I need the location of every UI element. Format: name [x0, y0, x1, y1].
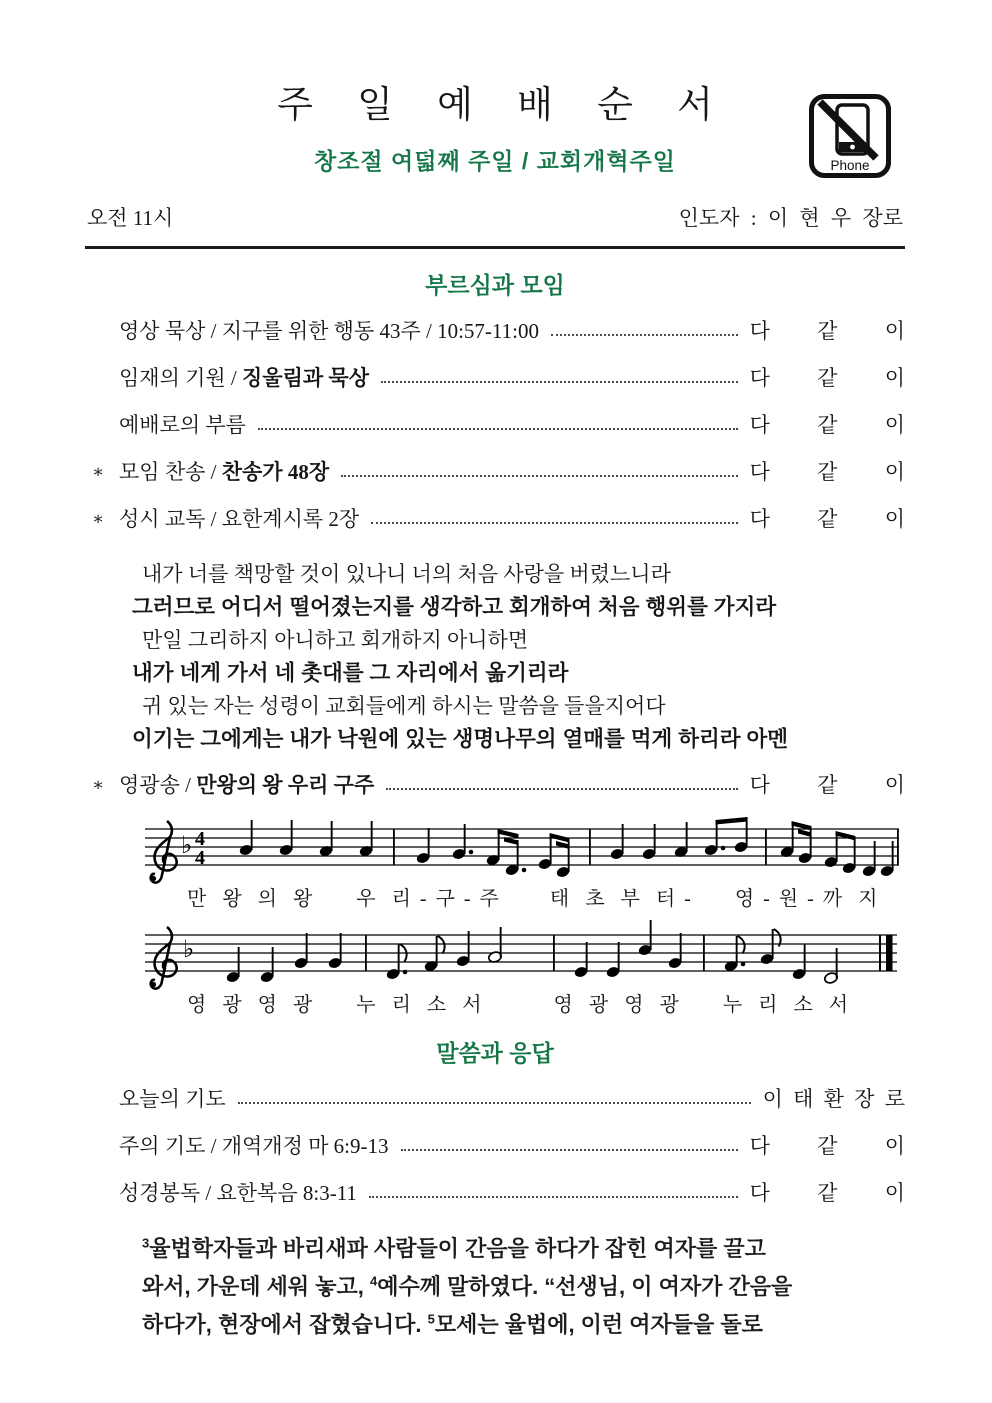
reading-line-bold: 그러므로 어디서 떨어졌는지를 생각하고 회개하여 처음 행위를 가지라 [132, 595, 777, 619]
time-signature-top: 4 [195, 828, 205, 850]
music-staff-2 [141, 917, 903, 993]
service-time: 오전 11시 [87, 206, 174, 230]
order-item-label: 오늘의 기도 [119, 1086, 226, 1111]
music-staff-1 [141, 811, 903, 887]
reading-line-bold: 이기는 그에게는 내가 낙원에 있는 생명나무의 열매를 먹게 하리라 아멘 [132, 727, 789, 751]
verse-number: 3 [142, 1235, 150, 1251]
order-item-lords-prayer [85, 1121, 905, 1168]
order-item-performer: 다 같 이 [749, 318, 905, 343]
order-item-label: 임재의 기원 / [119, 365, 243, 390]
scripture-passage [85, 1230, 905, 1344]
no-phone-icon [808, 93, 892, 184]
order-item-label-bold: 찬송가 48장 [221, 459, 330, 484]
order-item-label: 예배로의 부름 [119, 412, 246, 437]
dot-leader [369, 1196, 738, 1198]
dot-leader [381, 381, 738, 383]
order-item-label: 성경봉독 / 요한복음 8:3-11 [119, 1180, 357, 1205]
order-item-performer: 다 같 이 [749, 365, 905, 390]
order-item-label: 영광송 / [119, 772, 197, 797]
scripture-line: $^3$율법학자들과 바리새파 사람들이 간음을 하다가 잡힌 여자를 끌고 [142, 1235, 766, 1261]
order-item-label-bold: 만왕의 왕 우리 구주 [196, 772, 375, 797]
section-title-word: 말씀과 응답 [436, 1040, 554, 1066]
order-item-performer: 다 같 이 [749, 1180, 905, 1205]
flat-sign: ♭ [181, 833, 193, 859]
order-item-performer: 다 같 이 [749, 1133, 905, 1158]
order-item-label-bold: 징울림과 묵상 [242, 365, 369, 390]
star-mark: ∗ [92, 460, 105, 481]
time-signature-bottom: 4 [195, 847, 205, 869]
order-item-scripture-reading [85, 1168, 905, 1215]
dot-leader [238, 1102, 751, 1104]
reading-line-bold: 내가 네게 가서 네 촛대를 그 자리에서 옮기리라 [132, 661, 569, 685]
order-item-video-meditation [85, 306, 905, 353]
flat-sign: ♭ [183, 937, 195, 963]
order-item-invocation [85, 353, 905, 400]
order-item-label: 성시 교독 / 요한계시록 2장 [119, 506, 360, 531]
music-lyrics-line-1: 만 왕 의 왕 우 리 - 구 - 주 태 초 부 터 - 영 - 원 - 까 지 [187, 888, 880, 910]
order-item-performer: 다 같 이 [749, 459, 905, 484]
page-subtitle: 창조절 여덟째 주일 / 교회개혁주일 [313, 148, 676, 174]
service-leader: 인도자 : 이 현 우 장로 [678, 206, 903, 230]
reading-line: 귀 있는 자는 성령이 교회들에게 하시는 말씀을 들을지어다 [142, 694, 666, 718]
header-divider [85, 246, 905, 249]
dot-leader [386, 788, 737, 790]
order-item-performer: 다 같 이 [749, 772, 905, 797]
order-item-label: 주의 기도 / 개역개정 마 6:9-13 [119, 1133, 389, 1158]
order-item-gloria [85, 760, 905, 807]
order-item-label: 모임 찬송 / [119, 459, 222, 484]
dot-leader [371, 522, 737, 524]
verse-number: 4 [369, 1273, 378, 1289]
order-item-call-to-worship [85, 400, 905, 447]
responsive-reading-block [85, 558, 905, 756]
verse-number: 5 [427, 1311, 435, 1327]
dot-leader [401, 1149, 738, 1151]
order-item-performer: 다 같 이 [749, 506, 905, 531]
order-item-responsive-reading [85, 494, 905, 541]
dot-leader [341, 475, 738, 477]
order-item-performer: 이 태 환 장 로 [762, 1086, 905, 1111]
star-mark: ∗ [92, 773, 105, 794]
dot-leader [258, 428, 738, 430]
star-mark: ∗ [92, 507, 105, 528]
order-item-performer: 다 같 이 [749, 412, 905, 437]
scripture-line: 와서, 가운데 세워 놓고, $^4$예수께 말하였다. “선생님, 이 여자가 간음을 [142, 1273, 793, 1299]
order-item-todays-prayer [85, 1074, 905, 1121]
dot-leader [551, 334, 738, 336]
phone-icon-label: Phone [830, 158, 870, 173]
sheet-music-block [85, 811, 905, 1017]
reading-line: 만일 그리하지 아니하고 회개하지 아니하면 [142, 628, 529, 652]
music-lyrics-line-2: 영 광 영 광 누 리 소 서 영 광 영 광 누 리 소 서 [187, 994, 851, 1016]
order-item-gathering-hymn [85, 447, 905, 494]
scripture-line: 하다가, 현장에서 잡혔습니다. $^5$모세는 율법에, 이런 여자들을 돌로 [142, 1311, 763, 1337]
page-title: 주 일 예 배 순 서 [277, 84, 730, 125]
order-item-label: 영상 묵상 / 지구를 위한 행동 43주 / 10:57-11:00 [119, 318, 539, 343]
reading-line: 내가 너를 책망할 것이 있나니 너의 처음 사랑을 버렸느니라 [142, 562, 671, 586]
section-title-calling: 부르심과 모임 [425, 272, 565, 298]
